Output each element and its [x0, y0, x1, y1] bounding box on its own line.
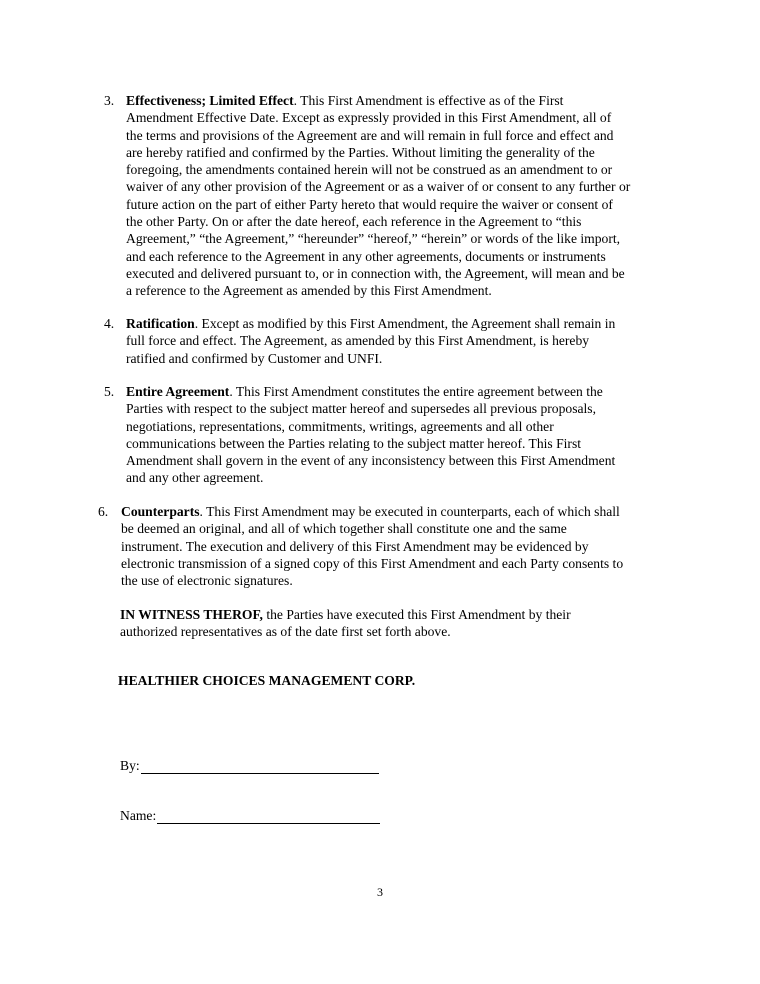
- section-first-line: Entire Agreement. This First Amendment constitutes the entire agreement between the: [126, 384, 603, 399]
- by-signature-line: [120, 758, 379, 774]
- section-body: Counterparts. This First Amendment may be executed in counterparts, each of which shall be deemed an original, and all of which together shall constitute one and the same instrument. The execution and delivery of this First Amendment may be evidenced by electronic transmission of a signed copy of this First Amendment and each Party consents to the use of electronic signatures.: [121, 503, 681, 589]
- by-label: By:: [120, 758, 140, 773]
- page-number: 3: [377, 885, 383, 899]
- signatory-company-name: HEALTHIER CHOICES MANAGEMENT CORP.: [118, 673, 416, 688]
- name-signature-line: [120, 808, 380, 824]
- section-heading: Counterparts: [121, 504, 200, 519]
- section-first-line: Counterparts. This First Amendment may be executed in counterparts, each of which shall: [121, 504, 620, 519]
- section-heading: Ratification: [126, 316, 195, 331]
- name-field[interactable]: [157, 809, 380, 824]
- name-label: Name:: [120, 808, 157, 823]
- section-first-line: Ratification. Except as modified by this First Amendment, the Agreement shall remain in: [126, 316, 616, 331]
- section-number: 5.: [104, 384, 115, 399]
- witness-paragraph: IN WITNESS THEROF, the Parties have executed this First Amendment by their authorized representatives as of the date first set forth above.: [120, 607, 571, 640]
- section-number: 6.: [98, 504, 109, 519]
- section-heading: Effectiveness; Limited Effect: [126, 93, 294, 108]
- witness-lead: IN WITNESS THEROF,: [120, 607, 263, 622]
- section-heading: Entire Agreement: [126, 384, 230, 399]
- section-number: 4.: [104, 316, 115, 331]
- section-first-line: Effectiveness; Limited Effect. This First Amendment is effective as of the First: [126, 93, 564, 108]
- by-signature-field[interactable]: [141, 759, 379, 774]
- section-body: Ratification. Except as modified by this First Amendment, the Agreement shall remain in full force and effect. The Agreement, as amended by this First Amendment, is hereby ratified and confirmed by Customer and UNFI.: [126, 315, 686, 367]
- section-body: Effectiveness; Limited Effect. This First Amendment is effective as of the First Amendment Effective Date. Except as expressly provided in this First Amendment, all of the terms and provisions of the Agreement are and will remain in full force and effect and are hereby ratified and confirmed by the Parties. Without limiting the generality of the foregoing, the amendments contained herein will not be construed as an amendment to or waiver of any other provision of the Agreement or as a waiver of or consent to any further or future action on the part of either Party hereto that would require the waiver or consent of the other Party. On or after the date hereof, each reference in the Agreement to “this Agreement,” “the Agreement,” “hereunder” “hereof,” “herein” or words of the like import, and each reference to the Agreement in any other agreements, documents or instruments executed and delivered pursuant to, or in connection with, the Agreement, will mean and be a reference to the Agreement as amended by this First Amendment.: [126, 92, 686, 300]
- section-body: Entire Agreement. This First Amendment constitutes the entire agreement between the Parties with respect to the subject matter hereof and supersedes all previous proposals, negotiations, representations, commitments, writings, agreements and all other communications between the Parties relating to the subject matter hereof. This First Amendment shall govern in the event of any inconsistency between this First Amendment and any other agreement.: [126, 383, 686, 487]
- section-number: 3.: [104, 93, 115, 108]
